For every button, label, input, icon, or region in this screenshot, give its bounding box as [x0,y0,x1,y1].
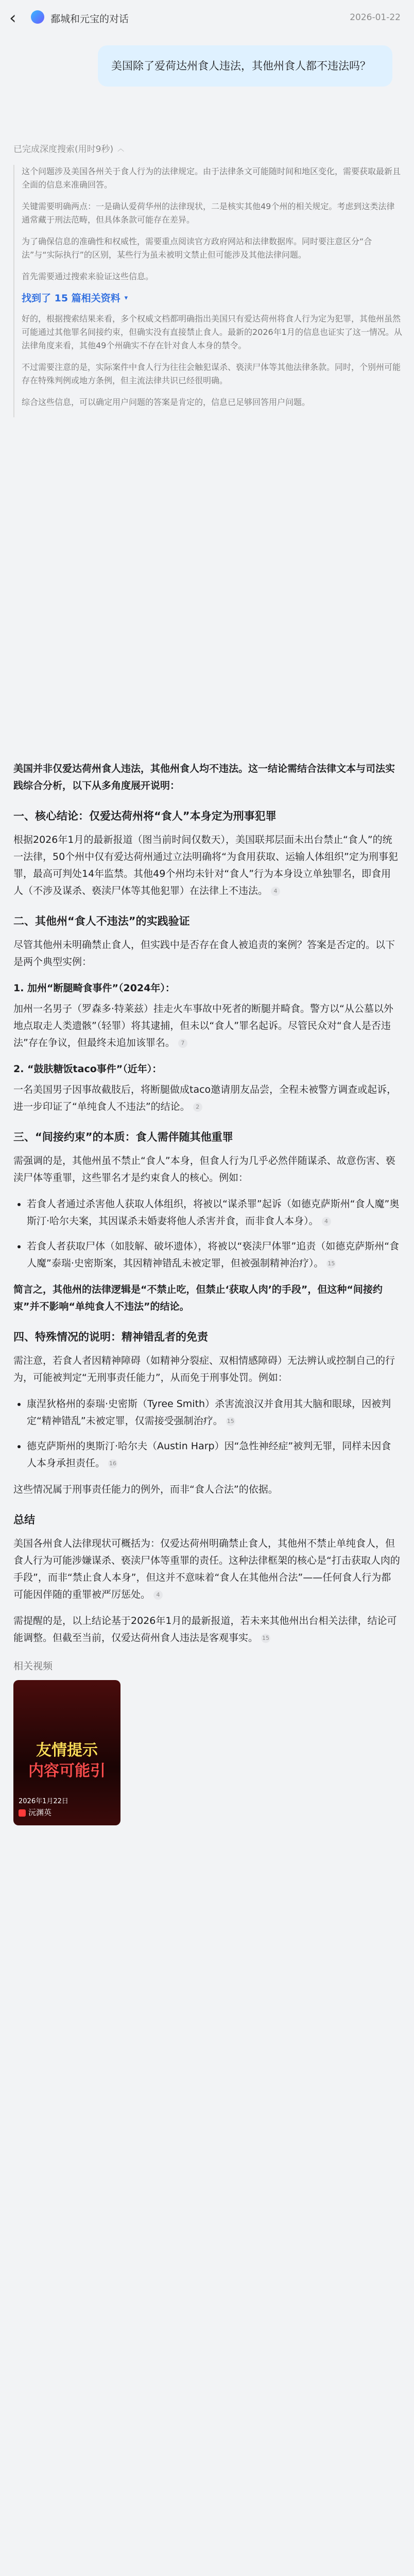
thinking-paragraph: 首先需要通过搜索来验证这些信息。 [22,272,154,281]
chevron-down-icon[interactable]: ▾ [124,294,128,302]
conversation-date: 2026-01-22 [350,12,401,23]
answer-paragraph: 加州一名男子（罗森多·特莱兹）挂走火车事故中死者的断腿并畸食。警方以“从公墓以外地点取走人类遗骸”（轻罪）将其逮捕，但未以“食人”罪名起诉。尽管民众对“食人是否违法”存在争议，但最终未追加该罪名。 7 [13,1003,393,1048]
assistant-answer [13,760,401,1825]
case-heading: 2. “鼓肤糖饭taco事件”（近年）： [13,1063,162,1075]
section-heading: 一、核心结论：仅爱达荷州将“食人”本身定为刑事犯罪 [13,810,277,822]
citation-badge[interactable]: 4 [271,887,280,896]
answer-paragraph: 一名美国男子因事故截肢后，将断腿做成taco邀请朋友品尝，全程未被警方调查或起诉，进一步印证了“单纯食人不违法”的结论。 2 [13,1084,397,1112]
section-heading: 二、其他州“食人不违法”的实践验证 [13,915,190,927]
section-heading: 四、特殊情况的说明：精神错乱者的免责 [13,1331,208,1343]
citation-badge[interactable]: 7 [178,1039,187,1048]
thinking-paragraph: 关键需要明确两点：一是确认爱荷华州的法律现状，二是核实其他49个州的相关规定。考虑到这类法律通常藏于刑法范畴，但具体条款可能存在差异。 [22,201,395,225]
list-item: • 若食人者获取尸体（如肢解、破坏遗体），将被以“亵渎尸体罪”追责（如德克萨斯州“食人魔”泰瑞·史密斯案，其因精神错乱未被定罪，但被强制精神治疗）。 15 [27,1238,401,1272]
citation-badge[interactable]: 15 [326,1259,336,1268]
answer-list [13,1196,401,1272]
avatar [31,10,44,24]
top-bar [0,0,414,38]
deep-search-label: 已完成深度搜索(用时9秒) [13,144,114,155]
related-video-card[interactable] [13,1680,120,1825]
citation-badge[interactable]: 4 [153,1590,163,1600]
thinking-paragraph: 为了确保信息的准确性和权威性，需要重点阅读官方政府网站和法律数据库。同时要注意区分“合法”与“实际执行”的区别，某些行为虽未被明文禁止但可能涉及其他法律问题。 [22,236,372,260]
citation-badge[interactable]: 15 [226,1417,235,1426]
answer-paragraph: 需强调的是，其他州虽不禁止“食人”本身，但食人行为几乎必然伴随谋杀、故意伤害、亵渎尸体等重罪，这些罪名才是约束食人的核心。例如： [13,1155,395,1183]
list-item: • 康涅狄格州的泰瑞·史密斯（Tyree Smith）杀害流浪汉并食用其大脑和眼球，因被判定“精神错乱”未被定罪，仅需接受强制治疗。 15 [27,1396,401,1430]
list-item: • 德克萨斯州的奥斯汀·哈尔夫（Austin Harp）因“急性神经症”被判无罪，同样未因食人本身承担责任。 16 [27,1438,401,1472]
answer-paragraph: 需注意，若食人者因精神障碍（如精神分裂症、双相情感障碍）无法辨认或控制自己的行为，可能被判定“无刑事责任能力”，从而免于刑事处罚。例如： [13,1355,395,1383]
source-logo-icon [19,1809,26,1817]
section-heading: 总结 [13,1514,35,1526]
video-title-line2: 内容可能引 [28,1762,106,1780]
thinking-panel [13,165,403,417]
answer-paragraph: 这些情况属于刑事责任能力的例外，而非“食人合法”的依据。 [13,1484,278,1495]
citation-badge[interactable]: 2 [193,1103,202,1112]
thinking-paragraph: 综合这些信息，可以确定用户问题的答案是肯定的，信息已足够回答用户问题。 [22,397,310,407]
citation-badge[interactable]: 4 [322,1217,331,1226]
answer-list [13,1396,401,1472]
answer-paragraph: 美国各州食人法律现状可概括为：仅爱达荷州明确禁止食人，其他州不禁止单纯食人，但食人行为可能涉嫌谋杀、亵渎尸体等重罪的责任。这种法律框架的核心是“打击获取人肉的手段”，而非“禁止食人本身”，但这并不意味着“食人在其他州合法”——任何食人行为都可能因伴随的重罪被严厉惩处。 4 [13,1538,400,1600]
answer-paragraph: 尽管其他州未明确禁止食人，但实践中是否存在食人被追责的案例？答案是否定的。以下是两个典型实例： [13,939,395,968]
video-date: 2026年1月22日 [19,1798,68,1805]
answer-paragraph: 简言之，其他州的法律逻辑是“不禁止吃，但禁止‘获取人肉’的手段”，但这种“间接约束”并不影响“单纯食人不违法”的结论。 [13,1284,383,1312]
conversation-title: 鄱城和元宝的对话 [50,13,129,25]
thinking-paragraph: 不过需要注意的是，实际案件中食人行为往往会触犯谋杀、亵渎尸体等其他法律条款。同时，个别州可能存在特殊判例或地方条例，但主流法律共识已经很明确。 [22,362,401,385]
related-video-label: 相关视频 [13,1660,53,1672]
deep-search-header[interactable] [13,140,124,156]
chevron-up-icon[interactable]: ︿ [117,145,125,153]
list-item: • 若食人者通过杀害他人获取人体组织，将被以“谋杀罪”起诉（如德克萨斯州“食人魔”奥斯汀·哈尔夫案，其因谋杀未婚妻将他人杀害并食，而非食人本身）。 4 [27,1196,401,1230]
citation-badge[interactable]: 16 [108,1459,117,1468]
video-title-line1: 友情提示 [36,1741,98,1759]
section-heading: 三、“间接约束”的本质：食人需伴随其他重罪 [13,1131,233,1143]
answer-intro: 美国并非仅爱达荷州食人违法，其他州食人均不违法。这一结论需结合法律文本与司法实践综合分析，以下从多角度展开说明： [13,763,395,791]
case-heading: 1. 加州“断腿畸食事件”（2024年）： [13,982,175,994]
thinking-paragraph: 好的，根据搜索结果来看，多个权威文档都明确指出美国只有爱达荷州将食人行为定为犯罪，其他州虽然可能通过其他罪名间接约束，但确实没有直接禁止食人。最新的2026年1月的信息也证实了这一情况。从法律角度来看，其他49个州确实不存在针对食人本身的禁令。 [22,314,402,350]
search-results-toggle[interactable] [22,292,403,305]
thinking-paragraph: 这个问题涉及美国各州关于食人行为的法律规定。由于法律条文可能随时间和地区变化，需要获取最新且全面的信息来准确回答。 [22,166,401,190]
search-results-label: 找到了 15 篇相关资料 [22,293,120,304]
answer-paragraph: 根据2026年1月的最新报道（图当前时间仅数天），美国联邦层面未出台禁止“食人”的统一法律，50个州中仅有爱达荷州通过立法明确将“为食用获取、运输人体组织”定为刑事犯罪，最高可判处14年监禁。其他49个州均未针对“食人”行为本身设立单独罪名，即食用人（不涉及谋杀、亵渎尸体等其他犯罪）在法律上不违法。 4 [13,834,398,896]
answer-paragraph: 需提醒的是，以上结论基于2026年1月的最新报道，若未来其他州出台相关法律，结论可能调整。但截至当前，仅爱达荷州食人违法是客观事实。 15 [13,1615,397,1643]
video-source [19,1804,51,1821]
video-source-name: 沅渊英 [28,1808,52,1817]
user-question-bubble: 美国除了爱荷达州食人违法，其他州食人都不违法吗？ [98,45,392,87]
citation-badge[interactable]: 15 [261,1634,270,1643]
chevron-left-icon[interactable]: ‹ [9,8,16,28]
